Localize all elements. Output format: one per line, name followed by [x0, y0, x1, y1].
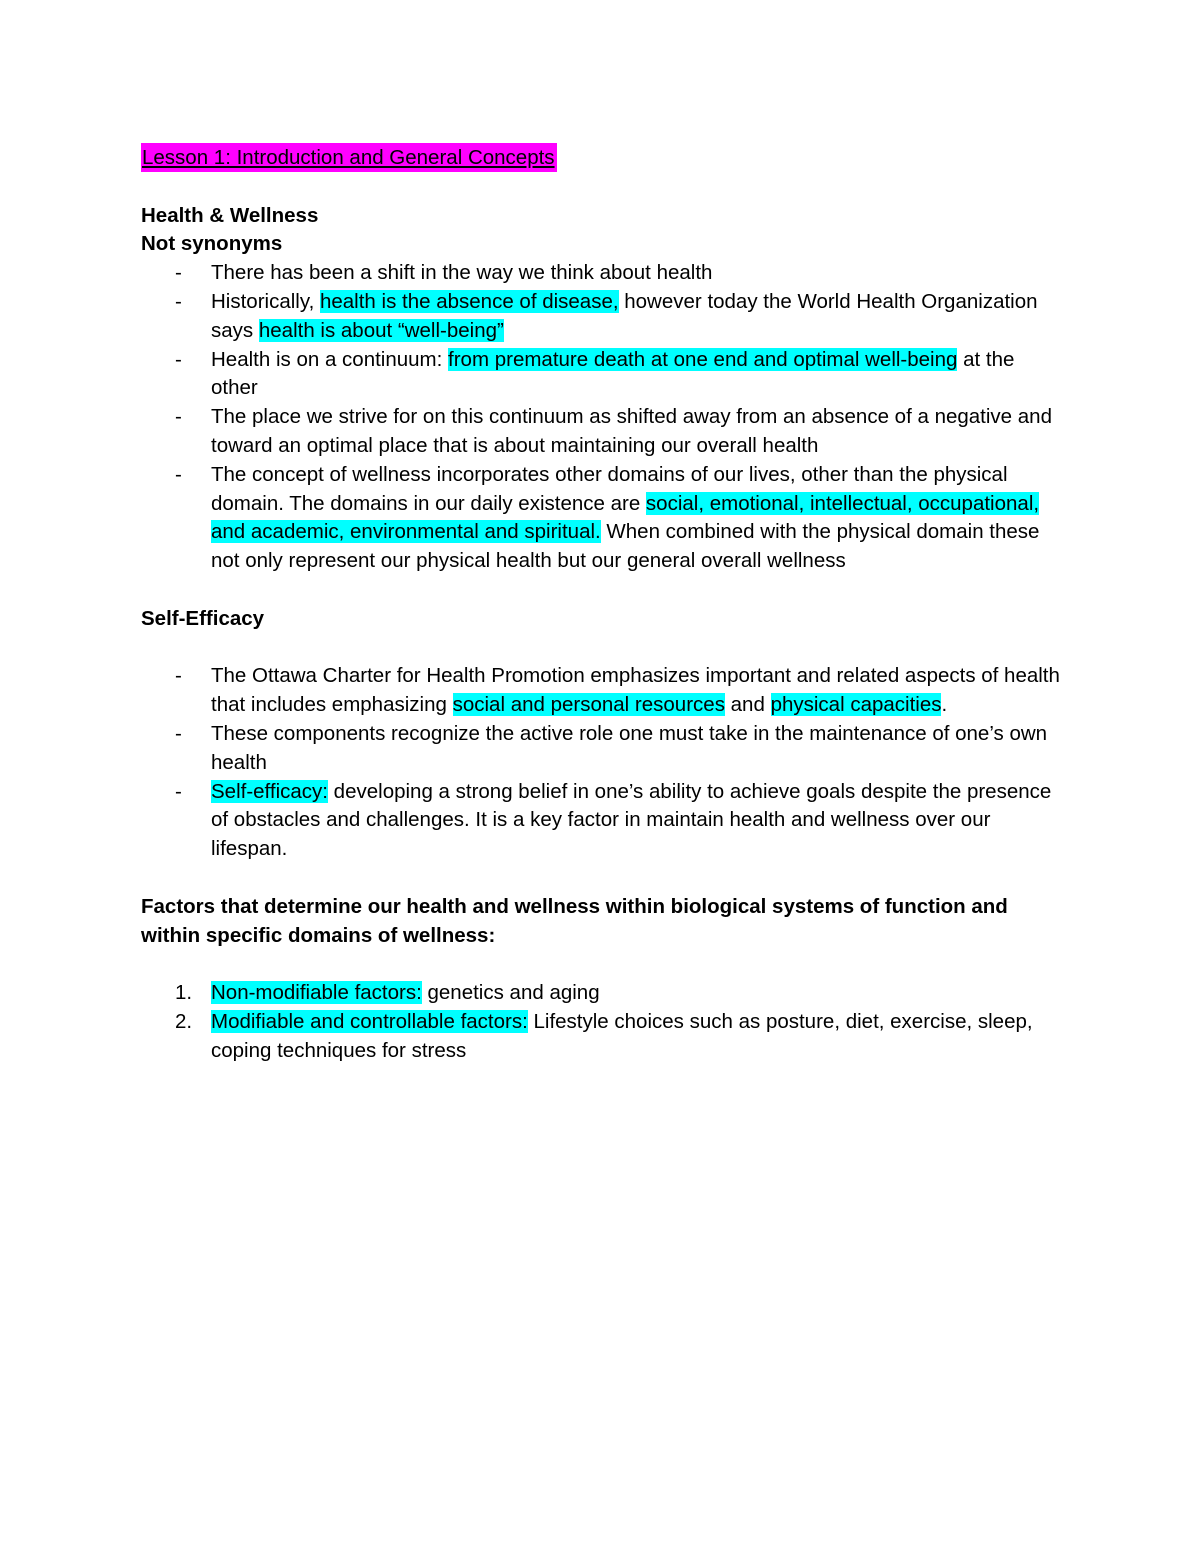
- self-efficacy-list: [141, 662, 1061, 864]
- list-item: [141, 778, 1061, 864]
- dash-bullet: -: [175, 462, 182, 486]
- list-number: 2.: [175, 1009, 193, 1033]
- list-item-text: When combined with the physical domain these not only represent our physical health but our general overall wellness: [211, 520, 1040, 573]
- blank-line: [141, 864, 1061, 893]
- list-item-text: The concept of wellness incorporates other domains of our lives, other than the physical domain. The domains in our daily existence are: [211, 462, 1008, 515]
- dash-bullet: -: [175, 289, 182, 313]
- list-item: [141, 259, 1061, 288]
- section-heading-factors: Factors that determine our health and wellness within biological systems of function and within specific domains of wellness:: [141, 894, 1008, 947]
- list-item-text: There has been a shift in the way we think about health: [211, 261, 713, 285]
- blank-line: [141, 576, 1061, 605]
- highlighted-term: from premature death at one end and optimal well-being: [448, 347, 958, 371]
- highlighted-term: health is the absence of disease,: [319, 289, 619, 313]
- health-wellness-list: [141, 259, 1061, 576]
- list-item-text: These components recognize the active role one must take in the maintenance of one’s own health: [211, 721, 1048, 774]
- list-item: [141, 403, 1061, 461]
- blank-line: [141, 634, 1061, 663]
- highlighted-term: Non-modifiable factors:: [211, 981, 422, 1005]
- list-item: [141, 720, 1061, 778]
- list-item-text: The place we strive for on this continuum as shifted away from an absence of a negative and toward an optimal place that is about maintaining our overall health: [211, 405, 1052, 457]
- list-item-text: Historically,: [211, 289, 320, 313]
- document-body: [141, 143, 1061, 1066]
- highlighted-term: social and personal resources: [452, 693, 725, 717]
- list-item-text: and: [724, 693, 771, 717]
- list-item: [141, 662, 1061, 720]
- section-heading-health-wellness: Health & Wellness: [141, 203, 319, 227]
- list-item-text: The Ottawa Charter for Health Promotion emphasizes important and related aspects of health that includes emphasizing: [211, 664, 1060, 717]
- list-item-text: Health is on a continuum:: [211, 347, 449, 371]
- list-item: [141, 1008, 1061, 1066]
- highlighted-term: social, emotional, intellectual, occupational, and academic, environmental and spiritual.: [211, 491, 1040, 544]
- list-item-text: at the other: [211, 347, 1015, 400]
- blank-line: [141, 950, 1061, 979]
- lesson-title-line: [141, 143, 1061, 173]
- dash-bullet: -: [175, 664, 182, 688]
- list-item-text: genetics and aging: [421, 981, 600, 1005]
- dash-bullet: -: [175, 779, 182, 803]
- dash-bullet: -: [175, 721, 182, 745]
- list-item: [141, 346, 1061, 404]
- list-item: [141, 288, 1061, 346]
- highlighted-term: Self-efficacy:: [211, 779, 328, 803]
- list-item-text: developing a strong belief in one’s ability to achieve goals despite the presence of obstacles and challenges. It is a key factor in maintain health and wellness over our lifespan.: [211, 779, 1052, 861]
- dash-bullet: -: [175, 261, 182, 285]
- section-subheading-not-synonyms: Not synonyms: [141, 232, 283, 256]
- list-item-text: however today the World Health Organization says: [211, 289, 1038, 342]
- highlighted-term: physical capacities: [770, 693, 942, 717]
- list-item: [141, 979, 1061, 1008]
- dash-bullet: -: [175, 405, 182, 429]
- highlighted-term: Modifiable and controllable factors:: [211, 1009, 528, 1033]
- lesson-title: Lesson 1: Introduction and General Concepts: [141, 143, 557, 172]
- list-number: 1.: [175, 981, 193, 1005]
- dash-bullet: -: [175, 347, 182, 371]
- factors-list: [141, 979, 1061, 1065]
- blank-line: [141, 173, 1061, 202]
- section-heading-self-efficacy: Self-Efficacy: [141, 606, 265, 630]
- list-item: [141, 461, 1061, 576]
- list-item-text: .: [941, 693, 948, 717]
- highlighted-term: health is about “well-being”: [258, 318, 504, 342]
- list-item-text: Lifestyle choices such as posture, diet, exercise, sleep, coping techniques for stress: [211, 1009, 1033, 1062]
